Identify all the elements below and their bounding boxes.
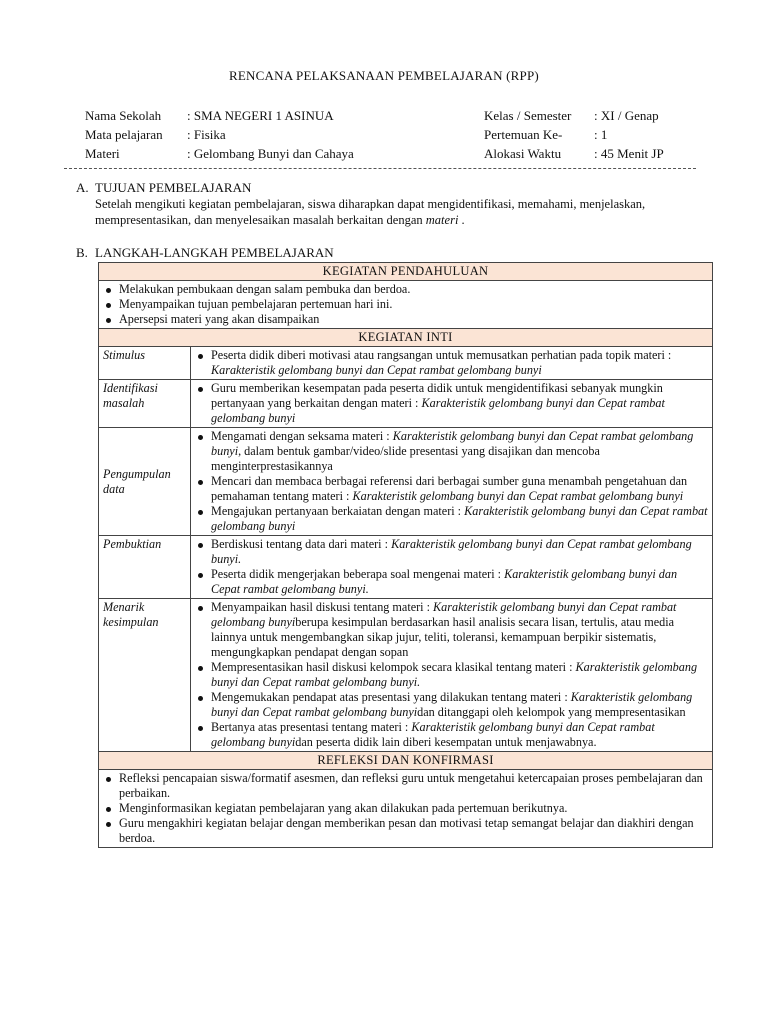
table-row: [99, 380, 713, 428]
item-text: Mempresentasikan hasil diskusi kelompok secara klasikal tentang materi :: [211, 660, 576, 674]
list-item: [195, 474, 708, 504]
info-label: Pertemuan Ke-: [484, 127, 563, 142]
item-topic: Karakteristik gelombang bunyi dan Cepat rambat gelombang bunyi: [211, 429, 694, 458]
item-text: Mengajukan pertanyaan berkaiatan dengan materi :: [211, 504, 465, 518]
item-topic: Karakteristik gelombang bunyi dan Cepat rambat gelombang bunyi: [211, 396, 665, 425]
info-row-school: [85, 106, 354, 125]
learning-steps-table: [98, 262, 713, 848]
table-row: [99, 599, 713, 752]
item-after: , dalam bentuk gambar/video/slide presentasi yang disajikan dan mencoba menginterprestasikannya: [211, 444, 600, 473]
item-text: Mengamati dengan seksama materi :: [211, 429, 393, 443]
stage-content-stimulus: [191, 347, 713, 380]
table-row: [99, 263, 713, 281]
stage-content-pengumpulan: [191, 428, 713, 536]
objective-italic: materi: [425, 213, 459, 227]
info-value: : XI / Genap: [594, 108, 659, 123]
section-a-heading: [76, 180, 251, 197]
inti-header: KEGIATAN INTI: [99, 329, 713, 347]
section-title: LANGKAH-LANGKAH PEMBELAJARAN: [95, 245, 334, 260]
info-value: : Fisika: [187, 127, 226, 142]
kesimpulan-list: [195, 600, 708, 750]
list-item: Apersepsi materi yang akan disampaikan: [103, 312, 708, 327]
list-item: [195, 537, 708, 567]
section-letter: A.: [76, 180, 89, 195]
list-item: [195, 504, 708, 534]
school-info-left: [85, 106, 354, 163]
info-row-subject: [85, 125, 354, 144]
info-value: : 1: [594, 127, 608, 142]
item-text: Bertanya atas presentasi tentang materi :: [211, 720, 412, 734]
pembuktian-list: [195, 537, 708, 597]
list-item: Refleksi pencapaian siswa/formatif asesmen, dan refleksi guru untuk mengetahui ketercapaian proses pembelajaran dan perbaikan.: [103, 771, 708, 801]
item-text: Guru memberikan kesempatan pada peserta didik untuk mengidentifikasi sebanyak mungkin pertanyaan yang berkaitan dengan materi :: [211, 381, 663, 410]
info-row-material: [85, 144, 354, 163]
table-row: [99, 329, 713, 347]
dashed-divider: [64, 168, 696, 169]
list-item: [195, 690, 708, 720]
stage-label-identifikasi: Identifikasi masalah: [99, 380, 191, 428]
list-item: Melakukan pembukaan dengan salam pembuka dan berdoa.: [103, 282, 708, 297]
refleksi-list: [103, 771, 708, 846]
section-title: TUJUAN PEMBELAJARAN: [95, 180, 252, 195]
info-value: : SMA NEGERI 1 ASINUA: [187, 108, 334, 123]
stage-content-pembuktian: [191, 536, 713, 599]
list-item: Menyampaikan tujuan pembelajaran pertemuan hari ini.: [103, 297, 708, 312]
table-row: [99, 428, 713, 536]
list-item: [195, 720, 708, 750]
info-value: : Gelombang Bunyi dan Cahaya: [187, 146, 354, 161]
item-topic: Karakteristik gelombang bunyi dan Cepat rambat gelombang bunyi: [352, 489, 684, 503]
info-row-meeting: [484, 125, 664, 144]
stage-label-kesimpulan: Menarik kesimpulan: [99, 599, 191, 752]
stage-label-stimulus: Stimulus: [99, 347, 191, 380]
item-after: dan peserta didik lain diberi kesempatan untuk menjawabnya.: [295, 735, 597, 749]
stage-label-pembuktian: Pembuktian: [99, 536, 191, 599]
table-row: [99, 770, 713, 848]
section-letter: B.: [76, 245, 88, 260]
objective-end: .: [458, 213, 465, 227]
school-info-right: [484, 106, 664, 163]
table-row: [99, 347, 713, 380]
item-topic: Karakteristik gelombang bunyi dan Cepat rambat gelombang bunyi.: [211, 567, 678, 596]
item-topic: Karakteristik gelombang bunyi dan Cepat rambat gelombang bunyi: [211, 504, 708, 533]
list-item: [195, 381, 708, 426]
stage-content-kesimpulan: [191, 599, 713, 752]
table-row: [99, 536, 713, 599]
table-row: [99, 281, 713, 329]
stage-content-identifikasi: [191, 380, 713, 428]
info-label: Nama Sekolah: [85, 108, 162, 123]
item-topic: Karakteristik gelombang bunyi dan Cepat rambat gelombang bunyi: [211, 363, 542, 377]
item-text: Mengemukakan pendapat atas presentasi yang dilakukan tentang materi :: [211, 690, 571, 704]
pengumpulan-list: [195, 429, 708, 534]
info-row-class: [484, 106, 664, 125]
document-title: RENCANA PELAKSANAAN PEMBELAJARAN (RPP): [229, 68, 539, 83]
info-label: Kelas / Semester: [484, 108, 572, 123]
list-item: [195, 348, 708, 378]
item-topic: Karakteristik gelombang bunyi dan Cepat rambat gelombang bunyi.: [211, 537, 692, 566]
list-item: [195, 567, 708, 597]
table-row: [99, 752, 713, 770]
stage-label-pengumpulan: Pengumpulan data: [99, 428, 191, 536]
item-topic: Karakteristik gelombang bunyi dan Cepat rambat gelombang bunyi: [211, 600, 677, 629]
objective-text: Setelah mengikuti kegiatan pembelajaran, siswa diharapkan dapat mengidentifikasi, memahami, menjelaskan, mempresentasikan, dan menyelesaikan masalah berkaitan dengan: [95, 197, 646, 227]
item-topic: Karakteristik gelombang bunyi dan Cepat rambat gelombang bunyi: [211, 720, 655, 749]
list-item: Menginformasikan kegiatan pembelajaran yang akan dilakukan pada pertemuan berikutnya.: [103, 801, 708, 816]
pendahuluan-cell: [99, 281, 713, 329]
stimulus-list: [195, 348, 708, 378]
info-label: Materi: [85, 146, 120, 161]
info-label: Mata pelajaran: [85, 127, 163, 142]
info-row-time: [484, 144, 664, 163]
identifikasi-list: [195, 381, 708, 426]
refleksi-header: REFLEKSI DAN KONFIRMASI: [99, 752, 713, 770]
list-item: [195, 660, 708, 690]
item-topic: Karakteristik gelombang bunyi dan Cepat rambat gelombang bunyi.: [211, 660, 698, 689]
info-label: Alokasi Waktu: [484, 146, 562, 161]
list-item: [195, 600, 708, 660]
item-topic: Karakteristik gelombang bunyi dan Cepat rambat gelombang bunyi: [211, 690, 693, 719]
item-after: berupa kesimpulan berdasarkan hasil analisis secara lisan, tertulis, atau media lainnya untuk mengembangkan sikap jujur, teliti, toleransi, kemampuan berpikir sistematis, mengungkapkan pendapat dengan sopan: [211, 615, 674, 659]
list-item: [195, 429, 708, 474]
item-text: Berdiskusi tentang data dari materi :: [211, 537, 392, 551]
pendahuluan-header: KEGIATAN PENDAHULUAN: [99, 263, 713, 281]
item-text: Mencari dan membaca berbagai referensi dari berbagai sumber guna menambah pengetahuan dan pemahaman tentang materi :: [211, 474, 688, 503]
refleksi-cell: [99, 770, 713, 848]
item-text: Peserta didik diberi motivasi atau rangsangan untuk memusatkan perhatian pada topik materi :: [211, 348, 672, 362]
section-a-text: [95, 196, 685, 228]
item-after: dan ditanggapi oleh kelompok yang mempresentasikan: [417, 705, 686, 719]
item-text: Menyampaikan hasil diskusi tentang materi :: [211, 600, 434, 614]
pendahuluan-list: [103, 282, 708, 327]
list-item: Guru mengakhiri kegiatan belajar dengan memberikan pesan dan motivasi tetap semangat belajar dan diakhiri dengan berdoa.: [103, 816, 708, 846]
section-b-heading: [76, 245, 334, 262]
info-value: : 45 Menit JP: [594, 146, 664, 161]
item-text: Peserta didik mengerjakan beberapa soal mengenai materi :: [211, 567, 505, 581]
